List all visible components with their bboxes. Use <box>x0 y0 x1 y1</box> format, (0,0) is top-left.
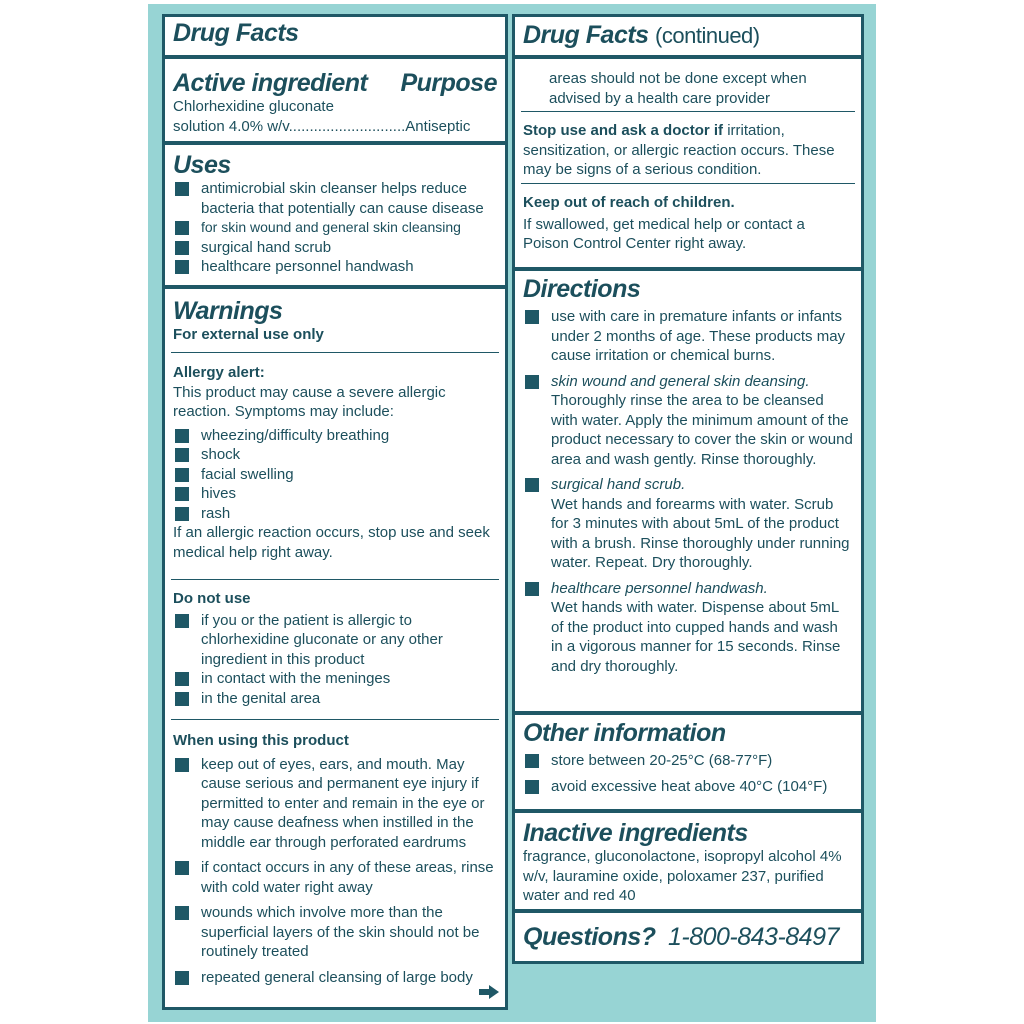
list-item: shock <box>173 445 497 465</box>
list-item: wheezing/difficulty breathing <box>173 426 497 446</box>
continue-arrow-icon <box>479 985 499 999</box>
active-ingredient-section <box>165 69 505 136</box>
drug-facts-header <box>165 19 505 47</box>
bullet-square-icon <box>175 260 189 274</box>
questions-phone[interactable]: 1-800-843-8497 <box>667 923 839 951</box>
bullet-square-icon <box>525 478 539 492</box>
bullet-square-icon <box>175 861 189 875</box>
list-item: if you or the patient is allergic to chlorhexidine gluconate or any other ingredient in this product <box>173 611 497 670</box>
active-ingredient-line: solution 4.0% w/v............................Antiseptic <box>173 117 471 135</box>
keep-out-heading: Keep out of reach of children. <box>523 194 735 211</box>
list-item: if contact occurs in any of these areas, rinse with cold water right away <box>173 858 497 897</box>
purpose-heading: Purpose <box>400 69 497 97</box>
bullet-square-icon <box>175 221 189 235</box>
bullet-square-icon <box>175 429 189 443</box>
list-item: in the genital area <box>173 689 497 709</box>
list-item: wounds which involve more than the superficial layers of the skin should not be routinely treated <box>173 903 497 962</box>
drug-facts-header <box>515 21 861 50</box>
allergy-followup-text: If an allergic reaction occurs, stop use and seek medical help right away. <box>173 524 490 561</box>
continued-label: (continued) <box>655 23 760 48</box>
list-item: store between 20-25°C (68-77°F) <box>523 751 853 771</box>
bullet-square-icon <box>175 614 189 628</box>
do-not-use-heading: Do not use <box>173 590 251 607</box>
divider <box>165 141 505 145</box>
bullet-square-icon <box>175 507 189 521</box>
bullet-square-icon <box>175 448 189 462</box>
bullet-square-icon <box>175 672 189 686</box>
uses-heading: Uses <box>173 151 231 179</box>
bullet-square-icon <box>525 754 539 768</box>
divider <box>515 909 861 913</box>
list-item: use with care in premature infants or infants under 2 months of age. These products may cause irritation or chemical burns. <box>523 307 853 366</box>
inactive-ingredients-section <box>515 819 861 906</box>
bullet-square-icon <box>175 971 189 985</box>
bullet-square-icon <box>525 375 539 389</box>
allergy-alert-section <box>165 363 505 562</box>
divider <box>171 579 499 580</box>
list-item: avoid excessive heat above 40°C (104°F) <box>523 777 853 797</box>
uses-section <box>165 151 505 277</box>
active-ingredient-heading: Active ingredient <box>173 69 368 97</box>
divider <box>515 711 861 715</box>
bullet-square-icon <box>175 241 189 255</box>
divider <box>171 352 499 353</box>
bullet-square-icon <box>175 692 189 706</box>
list-item: skin wound and general skin deansing. Thoroughly rinse the area to be cleansed with water. Apply the minimum amount of the product necessary to cover the skin or wound area and wash gently. Rinse thoroughly. <box>523 372 853 470</box>
allergy-alert-text: This product may cause a severe allergic reaction. Symptoms may include: <box>173 383 446 420</box>
external-use-text: For external use only <box>173 326 324 343</box>
list-item: antimicrobial skin cleanser helps reduce bacteria that potentially can cause disease <box>173 179 497 218</box>
active-ingredient-line: Chlorhexidine gluconate <box>173 98 334 115</box>
questions-label: Questions? <box>523 923 656 951</box>
list-item: repeated general cleansing of large body <box>173 968 497 988</box>
list-item: in contact with the meninges <box>173 669 497 689</box>
drug-facts-title: Drug Facts <box>173 19 299 47</box>
divider <box>171 719 499 720</box>
bullet-square-icon <box>175 182 189 196</box>
warnings-section <box>165 297 505 345</box>
do-not-use-section <box>165 589 505 708</box>
inactive-ingredients-text: fragrance, gluconolactone, isopropyl alcohol 4% w/v, lauramine oxide, poloxamer 237, purified water and red 40 <box>523 848 842 904</box>
divider <box>521 183 855 184</box>
list-item: rash <box>173 504 497 524</box>
bullet-square-icon <box>175 468 189 482</box>
questions-section <box>515 923 861 951</box>
keep-out-text: If swallowed, get medical help or contact a Poison Control Center right away. <box>523 215 805 252</box>
other-information-heading: Other information <box>523 719 726 747</box>
list-item: surgical hand scrub <box>173 238 497 258</box>
stop-use-text: irritation, sensitization, or allergic reaction occurs. These may be signs of a serious condition. <box>523 122 835 178</box>
divider <box>515 267 861 271</box>
bullet-square-icon <box>525 582 539 596</box>
divider <box>165 55 505 59</box>
other-information-section <box>515 719 861 796</box>
list-item: facial swelling <box>173 465 497 485</box>
bullet-square-icon <box>175 487 189 501</box>
when-using-section <box>165 731 505 987</box>
continued-text: areas should not be done except when advised by a health care provider <box>549 70 807 107</box>
keep-out-section <box>515 193 861 254</box>
bullet-square-icon <box>525 310 539 324</box>
directions-heading: Directions <box>523 275 641 303</box>
divider <box>521 111 855 112</box>
list-item: keep out of eyes, ears, and mouth. May cause serious and permanent eye injury if permitted to enter and remain in the eye or may cause deafness when instilled in the middle ear through perforated eardrums <box>173 755 497 853</box>
list-item: healthcare personnel handwash <box>173 257 497 277</box>
list-item: for skin wound and general skin cleansing <box>173 218 497 238</box>
bullet-square-icon <box>525 780 539 794</box>
drug-facts-title: Drug Facts <box>523 21 649 49</box>
bullet-square-icon <box>175 906 189 920</box>
bullet-square-icon <box>175 758 189 772</box>
warnings-heading: Warnings <box>173 297 283 325</box>
directions-section <box>515 275 861 676</box>
divider <box>515 55 861 59</box>
allergy-alert-heading: Allergy alert: <box>173 364 265 381</box>
divider <box>515 809 861 813</box>
list-item: healthcare personnel handwash. Wet hands with water. Dispense about 5mL of the product into cupped hands and wash in a vigorous manner for 15 seconds. Rinse and dry thoroughly. <box>523 579 853 677</box>
stop-use-section <box>515 121 861 180</box>
when-using-heading: When using this product <box>173 732 349 749</box>
inactive-ingredients-heading: Inactive ingredients <box>523 819 748 847</box>
list-item: hives <box>173 484 497 504</box>
drug-facts-right-column <box>512 14 864 964</box>
drug-facts-left-column <box>162 14 508 1010</box>
list-item: surgical hand scrub. Wet hands and forearms with water. Scrub for 3 minutes with about 5mL of the product with a brush. Rinse thoroughly under running water. Repeat. Dry thoroughly. <box>523 475 853 573</box>
stop-use-heading: Stop use and ask a doctor if <box>523 122 724 139</box>
divider <box>165 285 505 289</box>
